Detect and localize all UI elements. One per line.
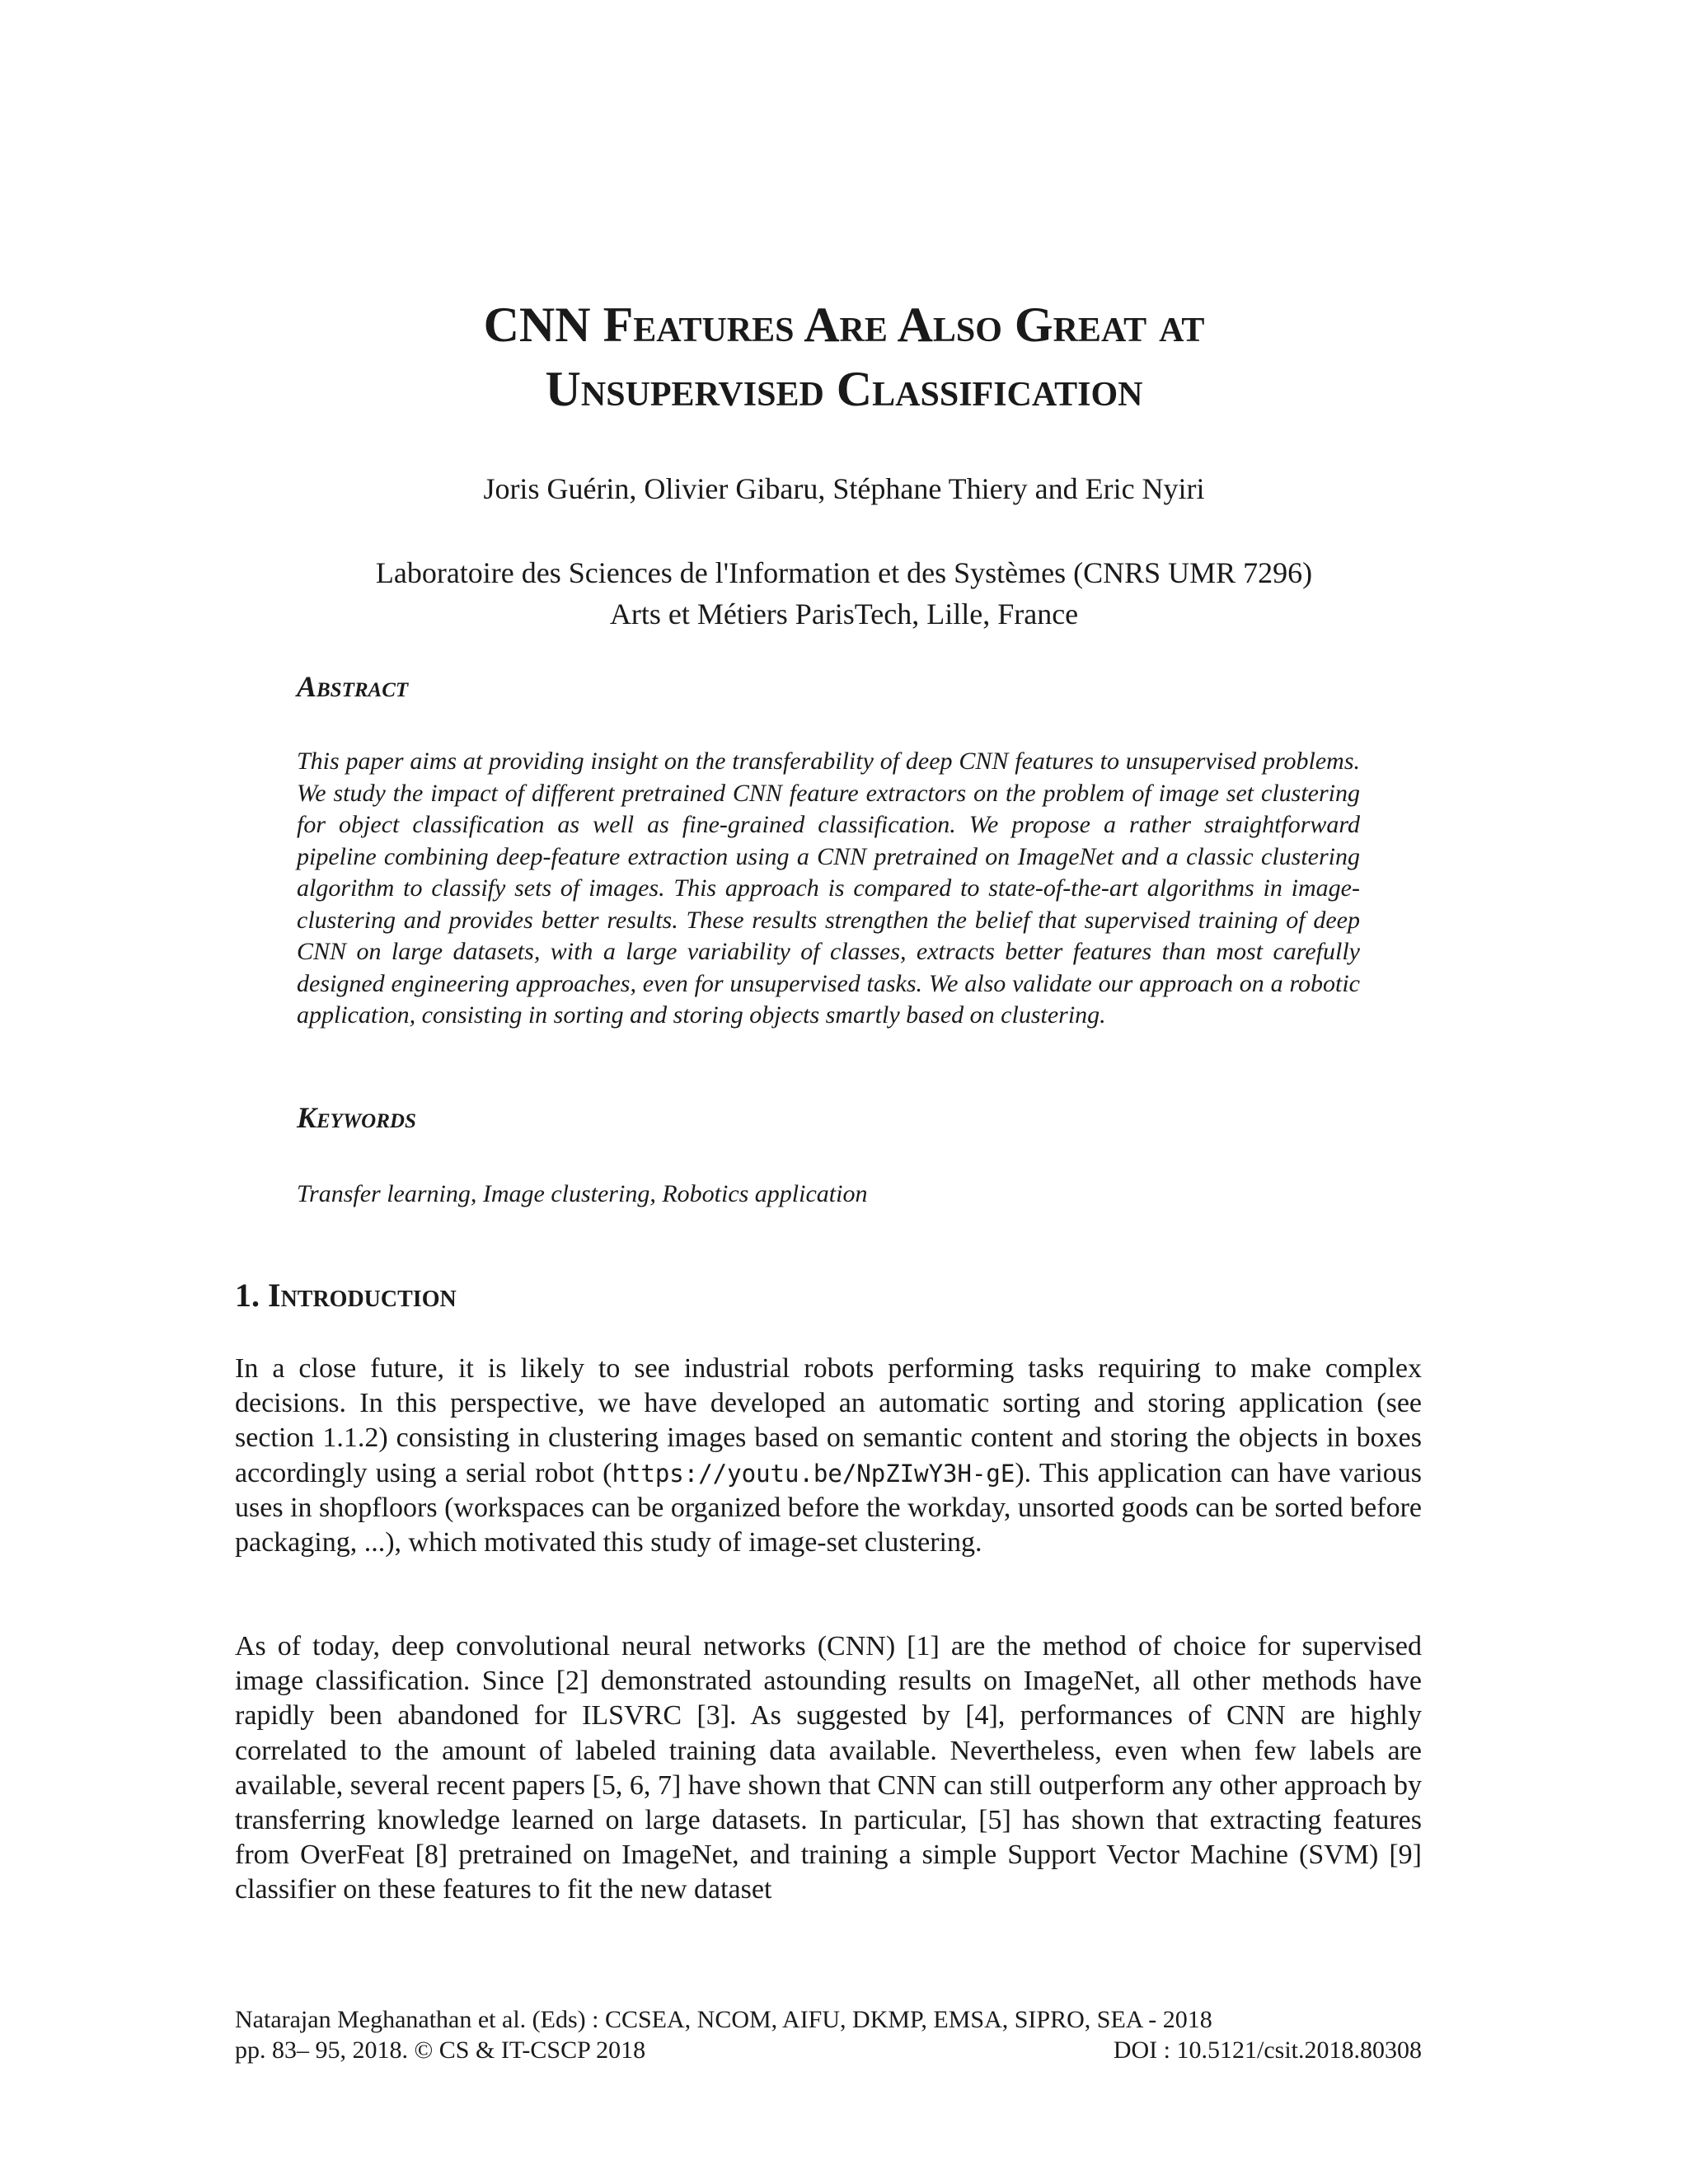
intro-p1-text-before: In a close future, it is likely to see industrial robots performing tasks requiring to make complex decisions. In this perspective, we have developed an automatic sorting and storing application (see section 1.1.2) consisting in clustering images based on semantic content and storing the objects in boxes accordingly using a serial robot ( <box>235 1353 1422 1488</box>
introduction-heading: 1. Introduction <box>235 1277 457 1314</box>
intro-p1-text-after: ). This application can have various uses in shopfloors (workspaces can be organized before the workday, unsorted goods can be sorted before packaging, ...), which motivated this study of image-set clustering. <box>235 1457 1422 1558</box>
footer-proceedings: Natarajan Meghanathan et al. (Eds) : CCSEA, NCOM, AIFU, DKMP, EMSA, SIPRO, SEA - 2018 <box>235 2006 1212 2033</box>
intro-paragraph-2: As of today, deep convolutional neural networks (CNN) [1] are the method of choice for supervised image classification. Since [2] demonstrated astounding results on ImageNet, all other methods have rapidly been abandoned for ILSVRC [3]. As suggested by [4], performances of CNN are highly correlated to the amount of labeled training data available. Nevertheless, even when few labels are available, several recent papers [5, 6, 7] have shown that CNN can still outperform any other approach by transferring knowledge learned on large datasets. In particular, [5] has shown that extracting features from OverFeat [8] pretrained on ImageNet, and training a simple Support Vector Machine (SVM) [9] classifier on these features to fit the new dataset <box>235 1631 1422 1905</box>
keywords-heading: Keywords <box>297 1101 416 1134</box>
abstract-heading: Abstract <box>297 670 409 703</box>
intro-paragraph-1 <box>235 1352 1422 1560</box>
affiliation <box>0 552 1688 635</box>
title-line-1: CNN Features Are Also Great at <box>483 298 1205 352</box>
affiliation-line-2: Arts et Métiers ParisTech, Lille, France <box>609 598 1079 630</box>
abstract-text: This paper aims at providing insight on the transferability of deep CNN features to unsupervised problems. We study the impact of different pretrained CNN feature extractors on the problem of image set clustering for object classification as well as fine-grained classification. We propose a rather straightforward pipeline combining deep-feature extraction using a CNN pretrained on ImageNet and a classic clustering algorithm to classify sets of images. This approach is compared to state-of-the-art algorithms in image-clustering and provides better results. These results strengthen the belief that supervised training of deep CNN on large datasets, with a large variability of classes, extracts better features than most carefully designed engineering approaches, even for unsupervised tasks. We also validate our approach on a robotic application, consisting in sorting and storing objects smartly based on clustering. <box>297 748 1360 1029</box>
title-line-2: Unsupervised Classification <box>545 362 1143 416</box>
video-link[interactable]: https://youtu.be/NpZIwY3H-gE <box>612 1459 1015 1488</box>
keywords-text: Transfer learning, Image clustering, Robotics application <box>297 1180 868 1207</box>
paper-title <box>0 293 1688 421</box>
authors: Joris Guérin, Olivier Gibaru, Stéphane Thiery and Eric Nyiri <box>483 472 1205 505</box>
page-footer <box>235 2004 1422 2065</box>
footer-doi: DOI : 10.5121/csit.2018.80308 <box>1113 2036 1422 2064</box>
affiliation-line-1: Laboratoire des Sciences de l'Information et des Systèmes (CNRS UMR 7296) <box>375 556 1313 589</box>
footer-pages: pp. 83– 95, 2018. © CS & IT-CSCP 2018 <box>235 2036 646 2064</box>
